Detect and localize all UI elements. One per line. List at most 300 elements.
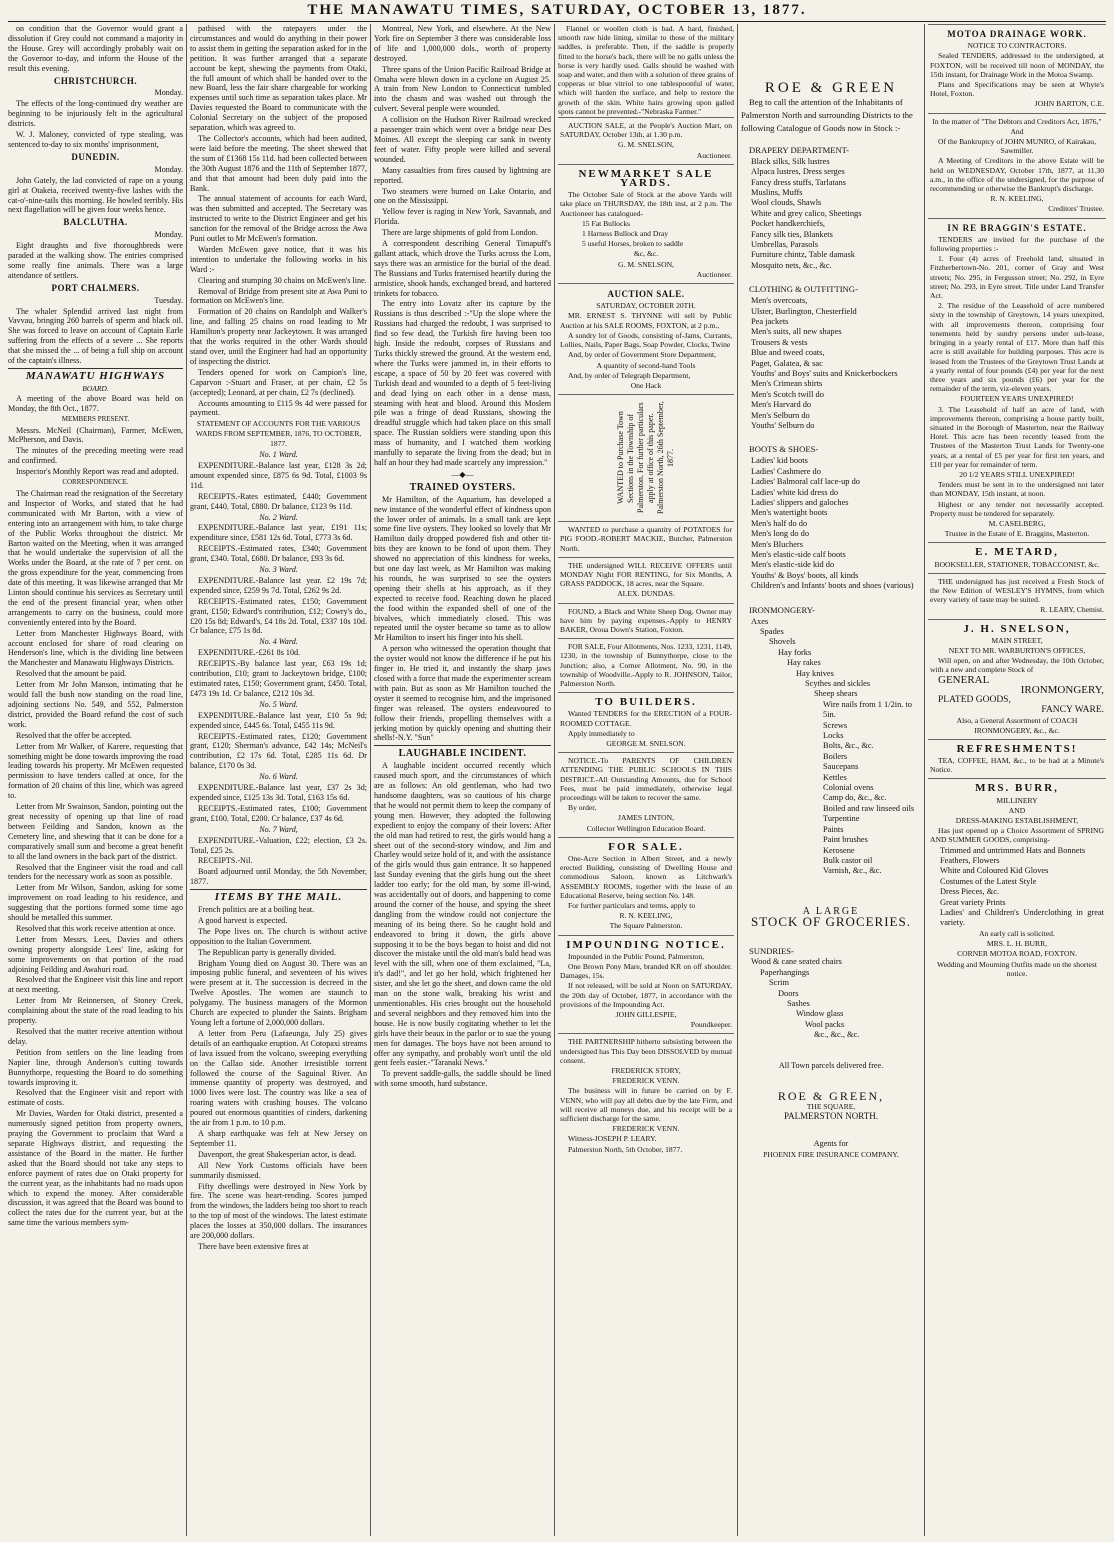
list-item: Screws — [823, 720, 848, 730]
advert-text: 2. The residue of the Leasehold of acre numbered sixty in the township of Greytown, 14 years unexpired, with all improvements thereon, comprising four tenements held by sundry persons under sub-lease, bringing in a yearly rental of £17. More than half this acre is still available for building purposes. This acre is leased from the Trustees of the Greytown Trust Lands at a yearly rental of four pounds (£4) per year for the next three years and six pounds (£6) per year for the remainder of the term, viz-eleven years. — [930, 301, 1104, 394]
list-item: Scrim — [769, 978, 790, 988]
list-item: Wood & cane seated chairs — [751, 957, 842, 967]
article-heading: TRAINED OYSTERS. — [409, 481, 516, 493]
list-item: &c., &c., &c. — [814, 1030, 860, 1040]
advert-title: J. H. SNELSON, — [963, 622, 1071, 635]
advert-text: Agents for — [813, 1139, 849, 1149]
section-heading: BALCLUTHA. — [63, 217, 128, 228]
advert-address: THE SQUARE, — [806, 1101, 856, 1111]
advert-text: A sundry lot of Goods, consisting of-Jams, Currants, Lollies, Nails, Paper Bags, Soap Powder, Clocks, Twine — [560, 330, 732, 350]
advert-wanted-vertical — [558, 395, 734, 522]
list-item: Men's Bluchers — [751, 539, 803, 549]
article-text: on condition that the Governor would grant a dissolution if Grey could not command a majority in the House. Grey will accordingly probably wait on the Governor to-day, and inform the House of the result this evening. — [8, 24, 183, 73]
article-heading: LAUGHABLE INCIDENT. — [398, 748, 527, 760]
article-text: French politics are at a boiling heat. — [198, 905, 315, 915]
list-item: Fancy dress stuffs, Tarlatans — [751, 177, 846, 187]
ward-heading: No. 3 Ward. — [259, 565, 298, 575]
advert-title: REFRESHMENTS! — [956, 742, 1078, 755]
ward-heading: No. 1 Ward. — [259, 450, 298, 460]
article-text: Inspector's Monthly Report was read and adopted. — [16, 467, 179, 477]
article-text: Letter from Mr Swainson, Sandon, pointing out the great necessity of opening up that line of road between Feilding and Sandon, known as the Cemetery line, and shewing that it can be done for a comparatively small sum and become a great benefit to all the land owners in the back part of the district. — [8, 802, 183, 861]
list-item: Colonial ovens — [823, 783, 874, 793]
list-item: Wool packs — [805, 1019, 845, 1029]
advert-text: 3. The Leasehold of half an acre of land, with improvements thereon, comprising a house partly built, situated in the Borough of Masterton, near the Railway Hotel. This acre has been recently leased from the Trustees of the Masterton Trust Lands for Twenty-one years, at a rental of £5 per year for first ten years, and £10 per year for remainder of term. — [930, 404, 1104, 469]
list-item: Ladies' and Children's Underclothing in great variety. — [940, 908, 1104, 928]
advert-subtitle: MAIN STREET, — [991, 635, 1043, 645]
article-text: Resolved that the amount be paid. — [16, 669, 127, 679]
column-divider — [370, 24, 371, 1536]
list-item: White and grey calico, Sheetings — [751, 208, 862, 218]
article-text: Two steamers were burned on Lake Ontario, and one on the Mississippi. — [374, 186, 551, 206]
list-item: 1 Harness Bullock and Dray — [582, 229, 669, 239]
list-item: Camp do, &c., &c. — [823, 793, 887, 803]
subheading: MEMBERS PRESENT. — [61, 414, 130, 423]
section-heading: CLOTHING & OUTFITTING- — [749, 284, 858, 295]
subheading: CORRESPONDENCE. — [62, 478, 129, 487]
advert-text: An early call is solicited. — [979, 928, 1055, 938]
advert-refreshments — [928, 740, 1106, 780]
advert-allotments — [558, 639, 734, 693]
advert-signature: FREDERICK VENN. — [612, 1076, 680, 1086]
article-text: John Gately, the lad convicted of rape on a young girl at Otakeia, received twenty-five lashes with the cat-o'-nine-tails this morning. He howled terribly. His next flagellation will be given four weeks hence. — [8, 175, 183, 215]
advert-text: All Town parcels delivered free. — [778, 1060, 884, 1070]
advert-text: Witness-JOSEPH P. LEARY. — [568, 1134, 657, 1144]
article-text: The whaler Splendid arrived last night from Vavvau, bringing 260 barrels of sperm and black oil. She was forced to leave on account of Captain Earle suffering from the effects of a severe ... She reports that she missed the ... of being a full ship on account of the captain's illness. — [8, 306, 183, 366]
advert-text: Wedding and Mourning Outfits made on the shortest notice. — [937, 959, 1097, 978]
section-heading: CHRISTCHURCH. — [53, 75, 138, 86]
section-heading: SUNDRIES- — [749, 945, 794, 956]
section-heading: BOOTS & SHOES- — [749, 444, 819, 455]
list-item: Axes — [751, 616, 769, 626]
list-item: Hay knives — [796, 668, 834, 678]
advert-text: In the matter of "The Debtors and Creditors Act, 1876," — [932, 116, 1102, 126]
article-text: Warden McEwen gave notice, that it was his intention to undertake the following works in his Ward :- — [190, 244, 367, 274]
article-text: Petition from settlers on the line leading from Napier line, through Anderson's cutting towards Bunnythorpe, requesting the Board to do something towards improving it. — [8, 1047, 183, 1087]
article-text: The Collector's accounts, which had been audited, were laid before the meeting. The sheet shewed that the sum of £1368 15s 11d. had been collected between the 30th August 1876 and the 11th of September 1877, and that that amount had been duly paid into the Bank. — [190, 133, 367, 193]
advert-text: A quantity of second-hand Tools — [596, 360, 696, 370]
advert-signature: FREDERICK VENN. — [612, 1124, 680, 1134]
advert-paddock — [558, 558, 734, 604]
article-subheading: BOARD. — [82, 383, 109, 393]
advert-signature: R. LEARY, Chemist. — [1040, 605, 1104, 615]
advert-auction-sale — [558, 284, 734, 395]
advert-text: A Meeting of Creditors in the above Estate will be held on WEDNESDAY, October 17th, 1877, at 11.30 a.m., in the office of the undersigned, for the purpose of recommending or otherwise the Bankrupt's discharge. — [930, 156, 1104, 194]
section-heading: IRONMONGERY- — [749, 604, 815, 615]
advert-text: Of the Bankruptcy of JOHN MUNRO, of Kairakau, Sawmiller. — [938, 137, 1096, 156]
account-text: EXPENDITURE.-£261 8s 10d. — [198, 648, 301, 658]
article-text: Fifty dwellings were destroyed in New York by fire. The scene was heart-rending. Scores jumped from the windows, the ladders being too short to reach to the top of most of the windows. The latest estimate places the losses at 350,000 dollars. The insurances are 200,000 dollars. — [190, 1181, 367, 1241]
article-text: Three spans of the Union Pacific Railroad Bridge at Omaha were blown down in a cyclone on August 25. A train from New London to Connecticut tumbled into the chasm and was washed out through the culvert. Several people were wounded. — [374, 64, 551, 114]
list-item: Men's Crimean shirts — [751, 379, 823, 389]
advert-subtitle: DRESS-MAKING ESTABLISHMENT, — [955, 816, 1079, 826]
advert-title: IN RE BRAGGIN'S ESTATE. — [947, 222, 1087, 233]
article-heading: MANAWATU HIGHWAYS — [25, 370, 166, 382]
article-text: The minutes of the preceding meeting were read and confirmed. — [8, 446, 183, 466]
advert-date: SATURDAY, OCTOBER 20TH. — [596, 301, 696, 311]
advert-role: The Square Palmerston. — [609, 921, 683, 931]
advert-title: ROE & GREEN — [764, 80, 898, 96]
advert-text: THE undersigned has just received a Fresh Stock of the New Edition of WESLEY'S HYMNS, from which every variety of taste may be suited. — [930, 576, 1104, 605]
advert-snelson — [928, 620, 1106, 740]
account-text: EXPENDITURE.-Balance last year, £191 11s; expenditure since, £581 12s 6d. Total, £773 3s 6d. — [190, 523, 367, 543]
advert-drainage — [928, 24, 1106, 114]
ward-heading: No. 6 Ward. — [259, 772, 298, 782]
article-text: There are large shipments of gold from London. — [382, 228, 538, 238]
advert-title: NEWMARKET SALE YARDS. — [578, 167, 714, 190]
article-text: Many casualties from fires caused by lightning are reported. — [374, 165, 551, 185]
advert-role: Trustee in the Estate of E. Braggins, Masterton. — [944, 529, 1090, 539]
list-item: Pocket handkerchiefs, — [751, 219, 825, 229]
advert-text: NOTICE.-To PARENTS OF CHILDREN ATTENDING THE PUBLIC SCHOOLS IN THIS DISTRICT.-All Outstanding Amounts, due for School Fees, must be paid immediately, otherwise legal proceedings will be taken to recover the same. — [560, 756, 732, 802]
advert-text: THE PARTNERSHIP hitherto subsisting between the undersigned has This Day been DISSOLVED by mutual consent. — [560, 1037, 732, 1065]
advert-text: Wanted TENDERS for the ERECTION of a FOUR-ROOMED COTTAGE. — [560, 709, 732, 728]
iron-list — [741, 617, 921, 877]
list-item: Blue and tweed coats, — [751, 348, 825, 358]
advert-title: MRS. BURR, — [975, 782, 1059, 795]
advert-signature: ALEX. DUNDAS. — [617, 589, 675, 599]
dateline: Monday. — [154, 164, 183, 174]
advert-text: Apply immediately to — [568, 728, 635, 738]
list-item: Hay forks — [778, 647, 812, 657]
advert-text: AUCTION SALE, at the People's Auction Mart, on SATURDAY, October 13th, at 1.30 p.m. — [560, 121, 732, 140]
advert-text: And, by order of Government Store Department, — [568, 350, 717, 360]
advert-heading: IRONMONGERY, — [1020, 683, 1104, 696]
advert-text: TEA, COFFEE, HAM, &c., to be had at a Minute's Notice. — [930, 756, 1104, 775]
list-item: Umbrellas, Parasols — [751, 240, 818, 250]
advert-title: IMPOUNDING NOTICE. — [566, 938, 726, 951]
advert-text: PHOENIX FIRE INSURANCE COMPANY. — [763, 1150, 899, 1160]
article-heading: ITEMS BY THE MAIL. — [214, 891, 343, 904]
column-divider — [924, 24, 925, 1536]
advert-signature: GEORGE M. SNELSON. — [606, 738, 686, 748]
advert-text: The business will in future be carried on by F. VENN, who will pay all debts due by the late Firm, and will receive all moneys due, and his receipt will be a sufficient discharge for the same. — [560, 1086, 732, 1124]
list-item: Trimmed and untrimmed Hats and Bonnets — [940, 845, 1086, 855]
advert-signature: FREDERICK STORY, — [611, 1066, 681, 1076]
advert-text: Impounded in the Public Pound, Palmerston, — [568, 951, 705, 961]
list-item: Great variety Prints — [940, 897, 1006, 907]
advert-text: And — [1010, 126, 1024, 136]
article-text: Letter from Messrs. Lees, Davies and others owning property alongside Lees' line, asking for some improvements on that portion of the road adjoining Feilding and Awahuri road. — [8, 934, 183, 974]
advert-role: Collector Wellington Education Board. — [586, 823, 706, 833]
advert-address: CORNER MOTOA ROAD, FOXTON. — [957, 949, 1077, 959]
advert-text: Highest or any tender not necessarily accepted. Property must be tendered for separately. — [930, 499, 1104, 518]
advert-auction — [558, 117, 734, 165]
advert-notice-parents — [558, 753, 734, 838]
list-item: Wire nails from 1 1/2in. to 5in. — [823, 699, 912, 720]
article-text: Letter from Mr Walker, of Karere, requesting that something might be done towards improving the road leading towards his property. Mr McEwen requested permission to have tenders called at once, for the formation of 20 chains of this line, which was agreed to. — [8, 741, 183, 801]
article-text: To prevent saddle-galls, the saddle should be lined with some smooth, hard substance. — [374, 1069, 551, 1089]
article-text: Letter from Mr Wilson, Sandon, asking for some improvement on road leading to his residence, and suggesting that the portions formed some time ago should be metalled this summer. — [8, 883, 183, 923]
list-item: Boilers — [823, 751, 848, 761]
advert-text: FOURTEEN YEARS UNEXPIRED! — [960, 394, 1074, 404]
advert-role: Poundkeeper. — [690, 1020, 732, 1030]
advert-town: PALMERSTON NORTH. — [784, 1111, 878, 1122]
list-item: Locks — [823, 731, 844, 741]
masthead-rule — [8, 21, 1106, 22]
advert-text: Also, a General Assortment of COACH IRONMONGERY, &c., &c. — [956, 716, 1078, 735]
account-text: EXPENDITURE.-Balance last year, £10 5s 9d; expended since, £445 6s. Total, £455 11s 9d. — [190, 710, 367, 730]
advert-text: One-Acre Section in Albert Street, and a newly erected Building, consisting of Dwelling House and commodious Saloon, known as Litchwark's ASSEMBLY ROOMS, together with the lease of an Educational Reserve, being section No. 148. — [560, 854, 732, 900]
advert-text: THE undersigned WILL RECEIVE OFFERS until MONDAY Night FOR RENTING, for Six Months, A GRASS PADDOCK, 18 acres, near the Square. — [560, 560, 732, 589]
article-text: Resolved that the matter receive attention without delay. — [8, 1027, 183, 1046]
advert-text: By order, — [568, 803, 597, 813]
article-text: pathised with the ratepayers under the circumstances and would do anything in their power to assist them in getting the separation asked for in the petition. It was further arranged that a separate account be kept, shewing the payments from Otaki, the full amount of which shall be handed over to the new Board, less the fair share chargeable for working expenses until such time as separation takes place. Mr Davies requested the Board to communicate with the Colonial Secretary on the subject of the proposed separation, which was agreed to. — [190, 24, 367, 133]
list-item: Ladies' Cashmere do — [751, 466, 821, 476]
list-item: Bolts, &c., &c. — [823, 741, 874, 751]
list-item: Turpentine — [823, 814, 860, 824]
advert-text: MR. ERNEST S. THYNNE will sell by Public Auction at his SALE ROOMS, FOXTON, at 2 p.m., — [560, 311, 732, 330]
list-item: Spades — [760, 626, 784, 636]
list-item: Sheep shears — [814, 689, 858, 699]
account-text: RECEIPTS.-Estimated rates, £340; Government grant, £340. Total, £680. Dr balance, £93 3s 6d. — [190, 544, 367, 564]
account-text: RECEIPTS.-By balance last year, £63 19s 1d; contribution, £10; grant to Jackeytown bridge, £100; estimated rates, £150; Government grant, £450. Total, £473 19s 1d. Cr balance, £212 10s 3d. — [190, 659, 367, 698]
list-item: Shovels — [769, 637, 796, 647]
advert-role: Creditors' Trustee. — [1048, 204, 1104, 214]
article-text: A laughable incident occurred recently which caused much sport, and the circumstances of which are as follows: An old gentleman, who had two handsome daughters, was so cautious of his charge that he would not permit them to keep the company of young men. However, they adopted the following expedient to enjoy the company of their lovers: After the old man had retired to rest, the girls would hang a sheet out of the second-story window, and Jim and Charley would seize hold of it, and with the assistance of the girls would thus gain entrance. It so happened last Sunday evening that the girls hung out the sheet ladder too early; for the old man, by some ill-wind, was accidentally out of doors, and happening to come around the corner of the house, and spying the sheet dangling from the window could not conjecture the meaning of its being there. So he caught hold and endeavored to bring it down, the girls above supposing it to be the boys began to hoist and did not discover the mistake until the old man's bald head was level with the sill, when one of them exclaimed, "La, it's dad!", and let go her hold, which frightened her sister, and she let go the sheet, and down came the old man on the stone walk, breaking his wrist and unmentionables. His cries brought out the household and several neighbors and they removed him into the house. He is now busily cogitating whether to let the girls have their beaux in the parlor or to sue the young men for damages. The boys have not been around to offer any sympathy, and probably won't until the old gent feels easier.-"Taranaki News." — [374, 761, 551, 1068]
article-text: The Pope lives on. The church is without active opposition to the Italian Government. — [190, 926, 367, 946]
dateline: Monday. — [154, 88, 183, 98]
advert-text: Palmerston North, 5th October, 1877. — [568, 1144, 683, 1154]
advert-text: NEXT TO MR. WARBURTON'S OFFICES, — [948, 645, 1086, 655]
advert-wesley-hymns — [928, 574, 1106, 620]
list-item: Men's Scotch twill do — [751, 389, 824, 399]
advert-text: TENDERS are invited for the purchase of the following properties :- — [930, 234, 1104, 254]
article-text: A sharp earthquake was felt at New Jersey on September 11. — [190, 1128, 367, 1148]
article-text: Resolved that this work receive attention at once. — [16, 923, 176, 933]
column-2 — [190, 24, 367, 1536]
advert-signature: G. M. SNELSON, — [618, 140, 674, 150]
column-divider — [186, 24, 187, 1536]
list-item: Paint brushes — [823, 835, 868, 845]
advert-signature: ROE & GREEN, — [777, 1088, 885, 1103]
ward-heading: No. 5 Ward. — [259, 699, 298, 709]
list-item: Men's suits, all new shapes — [751, 327, 842, 337]
list-item: Men's overcoats, — [751, 296, 808, 306]
account-text: EXPENDITURE.-Balance last year. £2 19s 7d; expended since, £259 9s 7d. Total, £262 9s 2d. — [190, 575, 367, 595]
advert-text: Tenders must be sent in to the undersigned not later than MONDAY, 15th instant, at noon. — [930, 480, 1104, 499]
list-item: Youths' & Boys' boots, all kinds — [751, 570, 859, 580]
list-item: Children's and Infants' boots and shoes (various) — [751, 581, 914, 591]
advert-text: And, by order of Telegraph Department, — [568, 370, 691, 380]
list-item: Bulk castor oil — [823, 855, 873, 865]
advert-role: Auctioneer. — [696, 269, 732, 279]
list-item: Trousers & vests — [751, 337, 808, 347]
advert-bankruptcy — [928, 114, 1106, 219]
ward-heading: No. 2 Ward. — [259, 512, 298, 522]
article-text: A correspondent describing General Timapuff's gallant attack, which drove the Turks across the Lom, says there was an armistice for the burial of the dead. The Russians and Turks fraternised heartily during the armistice, shook hands, exchanged bread, and bartered trinkets for tobacco. — [374, 239, 551, 298]
advert-heading: FANCY WARE. — [1041, 705, 1104, 716]
sundries-list — [741, 957, 921, 1040]
list-item: Furniture chintz, Table damask — [751, 250, 855, 260]
article-text: Flannel or woollen cloth is bad. A hard, finished, smooth raw hide lining, similar to those of the military saddles, is preferable. Then, if the saddle is properly fitted to the horse's back, there will be no galls unless the horse is very hardly used. Galls should be washed with soap and water, and then with a solution of three grains of copperas or blue vitriol to one tablespoonful of water, which will harden the surface, and help to restore the growth of the skin. White hairs growing upon galled spots cannot be prevented.-"Nebraska Farmer." — [558, 24, 734, 116]
advert-heading: PLATED GOODS, — [938, 695, 1011, 705]
advert-text: Sealed TENDERS, addressed to the undersigned, at FOXTON, will be received till noon of MONDAY, the 15th instant, for Drainage Work in the Motoa Swamp. — [930, 51, 1104, 79]
advert-signature: R. N. KEELING, — [619, 911, 673, 921]
list-item: Men's long do do — [751, 529, 810, 539]
advert-signature: JAMES LINTON, — [618, 813, 674, 823]
advert-text: Beg to call the attention of the Inhabitants of Palmerston North and surrounding Districts to the following Catalogue of Goods now in Stock :- — [741, 96, 913, 133]
account-text: RECEIPTS.-Estimated rates, £150; Government grant, £150; Edward's contribution, £12; Cowry's do., £20 15s 8d; Edward's, £4 18s 2d. Total, £337 10s 10d. Cr balance, £75 1s 8d. — [190, 596, 367, 636]
clothing-list — [741, 296, 921, 431]
advert-signature: R. N. KEELING, — [990, 194, 1044, 204]
article-text: The annual statement of accounts for each Ward, was then submitted and accepted. The Secretary was instructed to write to the District Engineer and get his sanction for the removal of the Bridge across the Awa Puni outlet to Mr McEwen's formation. — [190, 194, 367, 244]
list-item: Youths' and Boys' suits and Knickerbockers — [751, 369, 898, 379]
article-text: The Chairman read the resignation of the Secretary and Inspector of Works, and stated that he had communicated with Mr Barton, with a view of entering into an arrangement with him, to take charge of the Public Works throughout the district. Mr Barton waited on the Meeting, when it was arranged that he would undertake the supervision of all the Works under the Board, at the rate of 7 per cent. on the gross expenditure for the year, commencing from date of this meeting. It was likewise arranged that Mr Linton should continue his services as Secretary until the end of the present financial year, when other arrangements to carry on the business, could more conveniently entered into by the Board. — [8, 488, 183, 627]
list-item: Ladies' white kid dress do — [751, 487, 839, 497]
article-text: Resolved that the Engineer visit and report with estimate of costs. — [8, 1088, 183, 1108]
account-text: RECEIPTS.-Rates estimated, £440; Government grant, £440. Total, £880. Dr balance, £123 9s 11d. — [190, 491, 367, 511]
account-text: EXPENDITURE.-Balance last year, £37 2s 3d; expended since, £125 13s 3d. Total, £163 15s 6d. — [190, 783, 367, 802]
advert-found-dog — [558, 604, 734, 640]
advert-subtitle: AND — [1008, 805, 1026, 815]
advert-signature: MRS. L. H. BURR, — [986, 939, 1048, 949]
list-item: White and Coloured Kid Gloves — [940, 866, 1049, 876]
article-text: Brigham Young died on August 30. There was an imposing public funeral, and seventeen of his wives were present at it. The succession is decreed in the Twelve Apostles. The women are staunch to polygamy. The business managers of the Mormon Church are expected to plunder the Saints. Brigham Young left a fortune of 2,000,000 dollars. — [190, 958, 367, 1027]
ward-heading: No. 7 Ward, — [259, 824, 298, 834]
article-text: Resolved that the offer be accepted. — [16, 730, 132, 740]
advert-text: For further particulars and terms, apply to — [568, 901, 696, 911]
article-text: The effects of the long-continued dry weather are beginning to be injuriously felt in the agricultural districts. — [8, 99, 183, 129]
list-item: Men's half do do — [751, 518, 808, 528]
advert-text: FOUND, a Black and White Sheep Dog. Owner may have him by paying expenses.-Apply to HENRY BAKER, Oroua Down's Station, Foxton. — [560, 606, 732, 634]
list-item: Men's elastic-side calf boots — [751, 550, 846, 560]
list-item: Paget, Galatea, & sac — [751, 358, 823, 368]
advert-text: Plans and Specifications may be seen at Whyte's Hotel, Foxton. — [930, 80, 1104, 99]
list-item: Wool clouds, Shawls — [751, 198, 822, 208]
advert-text: 1. Four (4) acres of Freehold land, situated in Fitzherbertown-No. 201, corner of Gray and West streets; No. 295, in Fergusson street; No. 292, in Eyre street; No. 293, in Eyre street. Title under Land Transfer Act. — [930, 254, 1104, 301]
list-item: Paints — [823, 824, 844, 834]
advert-text: 20 1/2 YEARS STILL UNEXPIRED! — [959, 469, 1075, 479]
section-heading: PORT CHALMERS. — [51, 282, 140, 293]
list-item: 15 Fat Bullocks — [582, 218, 631, 228]
list-item: Saucepans — [823, 762, 859, 772]
article-text: There have been extensive fires at — [198, 1241, 309, 1251]
article-text: A collision on the Hudson River Railroad wrecked a passenger train which went over a bridge near Des Moines. All except the sleeping car sank in twenty feet of water. Fifty people were killed and several wounded. — [374, 115, 551, 164]
advert-text: WANTED to Purchase Town Sections in the Township of Palmerston. For further particulars apply at office of this paper. Palmerston North, 26th September, 1877. — [616, 401, 675, 515]
statement-heading: STATEMENT OF ACCOUNTS FOR THE VARIOUS WARDS FROM SEPTEMBER, 1876, TO OCTOBER, 1877. — [195, 419, 362, 449]
list-item: Hay rakes — [787, 658, 821, 668]
advert-subtitle: MILLINERY — [996, 795, 1038, 805]
article-text: A letter from Peru (Lafaeunga, July 25) gives details of an earthquake eruption. At Cotopaxi streams of lava issued from the volcano, sweeping everything on the Callao side. Another irresistible torrent followed the course of the Saguinal River. An immense quantity of property was destroyed, and 1000 lives were lost. The country was like a sea of roaring waters with crashing houses. The volcano poured out enormous quantities of cinders, darkening the air from 1 p.m. to 10 p.m. — [190, 1028, 367, 1128]
advert-for-sale — [558, 838, 734, 936]
advert-builders — [558, 693, 734, 753]
advert-title: MOTOA DRAINAGE WORK. — [947, 29, 1087, 39]
article-text: Letter from Mr Reinnersen, of Stoney Creek, complaining about the state of the road leading to his property. — [8, 996, 183, 1026]
advert-heading: GENERAL — [938, 673, 990, 686]
advert-subtitle: NOTICE TO CONTRACTORS. — [967, 41, 1067, 51]
advert-newmarket — [558, 165, 734, 284]
article-text: Messrs. McNeil (Chairman), Farmer, McEwen, McPherson, and Davis. — [8, 425, 183, 445]
advert-partnership — [558, 1034, 734, 1157]
advert-text: One Hack — [630, 380, 662, 390]
advert-title: E. METARD, — [975, 546, 1059, 559]
list-item: Kerosene — [823, 845, 855, 855]
article-text: Mr Hamilton, of the Aquarium, has developed a new instance of the wonderful effect of kindness upon the lower order of animals. In a small tank are kept some fine live oysters. They looked so lovely that Mr Hamilton daily dropped powdered fish and other tit-bits they are known to be fond of upon them. They showed no appreciation of this kindness for weeks, but one day last week, as Mr Hamilton was making his rounds, he was surprised to see the oysters opening their shells at his approach, as if they expected to receive food. Reaching down he placed the food within the expanded shell of one of the bivalves, which immediately closed. This was repeated until the oyster became so tame as to allow Mr Hamilton to insert his finger into his shell. — [374, 494, 551, 643]
list-item: Pea jackets — [751, 317, 789, 326]
article-text: A meeting of the above Board was held on Monday, the 8th Oct., 1877. — [8, 393, 183, 413]
article-text: Accounts amounting to £115 9s 4d were passed for payment. — [190, 398, 367, 418]
article-text: Removal of Bridge from present site at Awa Puni to formation on McEwen's line. — [190, 286, 367, 306]
list-item: Ulster, Burlington, Chesterfield — [751, 306, 857, 316]
account-text: EXPENDITURE.-Balance last year, £128 3s 2d; amount expended since, £875 6s 9d. Total, £1003 9s 11d. — [190, 460, 367, 490]
ward-heading: No. 4 Ward. — [259, 637, 298, 647]
advert-text: WANTED to purchase a quantity of POTATOES for PIG FOOD.-ROBERT MACKIE, Butcher, Palmerston North. — [560, 525, 732, 553]
list-item: Kettles — [823, 772, 847, 782]
list-item: Window glass — [796, 1009, 844, 1019]
list-item: Boiled and raw linseed oils — [823, 803, 915, 813]
list-item: Dress Pieces, &c. — [940, 887, 1000, 897]
list-item: Ladies' kid boots — [751, 456, 808, 466]
section-heading: DUNEDIN. — [71, 151, 120, 162]
dateline: Tuesday. — [154, 295, 183, 305]
article-text: Tenders opened for work on Campion's line, Caparvon :-Stuart and Fraser, at per chain, £2 5s (accepted); Leonard, at per chain, £2 7s (declined). — [190, 367, 367, 397]
article-text: Mr Davies, Warden for Otaki district, presented a numerously signed petition from property owners, praying the Government to proclaim that Ward a separate Highways district, and requesting the assistance of the Board in the matter. He further asked that the Board should not take any steps to enforce payment of rates due on Otaki property for the current year, as the inhabitants had no roads upon which to expend the money. After considerable discussion, it was agreed that the Board was bound to collect the rates due for the current year, but at the same time the various members sym- — [8, 1109, 183, 1228]
advert-text: If not released, will be sold at Noon on SATURDAY, the 20th day of October, 1877, in accordance with the provisions of the Impounding Act. — [560, 981, 732, 1009]
list-item: Paperhangings — [760, 967, 810, 977]
advert-text: One Brown Pony Mare, branded KR on off shoulder. Damages, 15s. — [560, 962, 732, 981]
article-text: A good harvest is expected. — [198, 915, 288, 925]
article-text: Yellow fever is raging in New York, Savannah, and Florida. — [374, 207, 551, 227]
advert-subtitle: BOOKSELLER, STATIONER, TOBACCONIST, &c. — [934, 559, 1100, 569]
article-text: Resolved that the Engineer visit the road and call tenders for the necessary work as soon as possible. — [8, 862, 183, 882]
article-text: Letter from Manchester Highways Board, with account enclosed for share of road clearing on Henderson's line, which is the dividing line between the Manchester and Manawatu Highways Districts. — [8, 628, 183, 668]
advert-role: Auctioneer. — [696, 150, 732, 160]
column-divider — [554, 24, 555, 1536]
list-item: Sashes — [787, 999, 810, 1009]
list-item: Feathers, Flowers — [940, 856, 1000, 866]
article-text: The entry into Lovatz after its capture by the Russians is thus described :-"Up the slope where the Russians had charged the redoubt, I was surprised to find so few dead, the Turkish fire having been too high. Inside the redoubt, corpses of Russians and Turks thickly strewed the ground. At the western end, where the Turks were jammed in, in their efforts to escape, a space of 50 by 20 feet was covered with Turkish dead and wounded to a depth of 5 feet-living and dead lying on each other in a dense mass, steaming with heat and blood. Around this Moslem pile was a fringe of dead Russians, showing the dreadful struggle which had taken place on this small space. The Russian soldiers were standing upon this mass of humanity, and I watched them working manfully to separate the living from the dead; but in half an hour they had made scarcely any impression." — [374, 299, 551, 467]
list-item: Youths' Selburn do — [751, 421, 815, 431]
advert-title: FOR SALE. — [608, 840, 684, 853]
advert-text: Has just opened up a Choice Assortment of SPRING AND SUMMER GOODS, comprising- — [930, 826, 1104, 845]
article-text: Letter from Mr John Manson, intimating that he would fall the bush now standing on the road line, adjoining sections No. 549, and 552, Palmerston district, provided the Board refund the cost of such work. — [8, 680, 183, 729]
section-heading: DRAPERY DEPARTMENT- — [749, 144, 850, 155]
advert-metard — [928, 543, 1106, 573]
dateline: Monday. — [154, 230, 183, 240]
advert-text: The October Sale of Stock at the above Yards will take place on THURSDAY, the 18th inst, at 2 p.m. The Auctioneer has catalogued- — [560, 190, 732, 218]
article-text: All New York Customs officials have been summarily dismissed. — [190, 1160, 367, 1180]
boots-list — [741, 456, 921, 591]
article-text: Clearing and stumping 30 chains on McEwen's line. — [198, 275, 367, 285]
advert-mrs-burr — [928, 779, 1106, 981]
drapery-list — [741, 157, 921, 271]
list-item: Ladies' Balmoral calf lace-up do — [751, 477, 860, 487]
article-text: Montreal, New York, and elsewhere. At the New York fire on September 3 there was considerable loss of life and 1,000,000 dols., worth of property destroyed. — [374, 24, 551, 63]
column-5 — [741, 24, 921, 1536]
advert-signature: M. CASELBERG, — [988, 518, 1046, 528]
list-item: Men's watertight boots — [751, 508, 828, 518]
list-item: Doors — [778, 988, 799, 998]
article-text: A person who witnessed the operation thought that the oyster would not know the difference if he put his finger in. He tried it, and instantly the sharp jaws closed with a force that made the experimenter scream with pain. But as soon as Mr Hamilton touched the oyster it seemed to recognise him, and the imprisoned finger was released. The oysters endeavoured to follow their friends, propelling themselves with a jerking motion by quickly opening and shutting their shells!-N.Y. "Sun" — [374, 644, 551, 743]
column-4 — [558, 24, 734, 1536]
list-item: Alpaca lustres, Dress serges — [751, 167, 845, 177]
article-text: Formation of 20 chains on Randolph and Walker's line, and falling 25 chains on road leading to Mr Hamilton's property near Jackeytown. It was arranged that the works required in the other Wards should stand over, until the Engineer had had an opportunity of inspecting the district. — [190, 307, 367, 366]
advert-text: Will open, on and after Wednesday, the 10th October, with a new and complete Stock of — [930, 656, 1104, 675]
column-3: Montreal, New York, and elsewhere. At the New York fire on September 3 there was considerable loss of life and 1,000,000 dols., worth of property destroyed. Three spans of the Union Pacific Railroad Bridge at Omaha were blown down in a cyclone on August 25. A train from New London to Connecticut tumbled into the chasm and was washed out through the culvert. Several people were wounded. A collision on the Hudson River Railroad wrecked a passenger train which went over a bridge near Des Moines. All except the sleeping car sank in twenty feet of water. Fifty people were killed and several wounded. Many casualties from fires caused by lightning are reported. Two steamers were burned on Lake Ontario, and one on the Mississippi. Yellow fever is raging in New York, Savannah, and Florida. There are large shipments of gold from London. A correspondent describing General Timapuff's gallant attack, which drove the Turks across the Lom, says there was an armistice for the burial of the dead. The Russians and Turks fraternised heartily during the armistice, shook hands, exchanged bread, and bartered trinkets for tobacco. The entry into Lovatz after its capture by the Russians is thus described :-"Up the slope where the Russians had charged the redoubt, I was surprised to find so few dead, the Turkish fire having been too high. Inside the redoubt, corpses of Russians and Turks thickly strewed the ground. At the western end, where the Turks were jammed in, in their efforts to escape, a space of 50 by 20 feet was covered with Turkish dead and wounded to a depth of 5 feet-living and dead lying on each other in a dense mass, steaming with heat and blood. Around this Moslem pile was a fringe of dead Russians, showing the dreadful struggle which had taken place on this small space. The Russian soldiers were standing upon this mass of humanity, and I watched them working manfully to separate the living from the dead; but in half an hour they had made scarcely any impression." —◆— TRAINED OYSTERS. Mr Hamilton, of the Aquarium, has developed a new instance of the wonderful effect of kindness upon the lower order of animals. In a small tank are kept some fine live oysters. They looked so lovely that Mr Hamilton daily dropped powdered fish and other tit-bits they are known to be fond of upon them. They showed no appreciation of this kindness for weeks, but one day last week, as Mr Hamilton was making his rounds, he was surprised to see the oysters opening their shells at his approach, as if they expected to receive food. Reaching down he placed the food within the expanded shell of one of the bivalves, which immediately closed. This was repeated until the oyster became so tame as to allow Mr Hamilton to insert his finger into his shell. A person who witnessed the operation thought that the oyster would not know the difference if he put his finger in. He tried it, and instantly the sharp jaws closed with a force that made the experimenter scream with pain. But as soon as Mr Hamilton touched the oyster it seemed to recognise him, and the imprisoned finger was released. The oysters endeavoured to follow their friends, propelling themselves with a jerking motion by quickly opening and shutting their shells!-N.Y. "Sun" LAUGHABLE INCIDENT. A laughable incident occurred recently which caused much sport, and the circumstances of which are as follows: An old gentleman, who had two handsome daughters, was so cautious of his charge that he would not permit them to keep the company of young men. However, they adopted the following expedient to enjoy the company of their lovers: After the old man had retired to rest, the girls would hang a sheet out of the second-story window, and Jim and Charley would seize hold of it, and with the assistance of the girls would thus gain entrance. It so happened last Sunday evening that the girls hung out the sheet ladder too early; for the old man, by some ill-wind, was accidentally out of doors, and happening to come around the corner of the house, and spying the sheet dangling from the window could not conjecture the meaning of its being there. So he caught hold and endeavored to bring it down, the girls above supposing it to be the boys began to hoist and did not discover the mistake until the old man's bald head was level with the sill, when one of them exclaimed, "La, it's dad!", and let go her hold, which frightened her sister, and she let go the sheet, and down came the old man on the stone walk, breaking his wrist and unmentionables. His cries brought out the household and several neighbors and they removed him into the house. He is now busily cogitating whether to let the girls have their beaux in the parlor or to sue the young men for damages. The boys have not been around to offer any sympathy, and probably won't until the old gent feels easier.-"Taranaki News." To prevent saddle-galls, the saddle should be lined with some smooth, hard substance. — [374, 24, 551, 1089]
advert-braggins — [928, 219, 1106, 544]
list-item: Ladies' slippers and galoches — [751, 498, 849, 507]
advert-signature: JOHN BARTON, C.E. — [1034, 99, 1104, 109]
newspaper-masthead: THE MANAWATU TIMES, SATURDAY, OCTOBER 13, 1877. — [307, 2, 807, 18]
article-text: The Republican party is generally divided. — [198, 947, 337, 957]
list-item: Varnish, &c., &c. — [823, 866, 882, 876]
list-item: Muslins, Muffs — [751, 188, 803, 198]
list-item: Men's Harvard do — [751, 400, 812, 410]
article-text: Davenport, the great Shakesperian actor, is dead. — [198, 1149, 357, 1159]
list-item: Fancy silk ties, Blankets — [751, 229, 833, 239]
advert-title: TO BUILDERS. — [595, 696, 697, 709]
advert-impounding — [558, 936, 734, 1035]
